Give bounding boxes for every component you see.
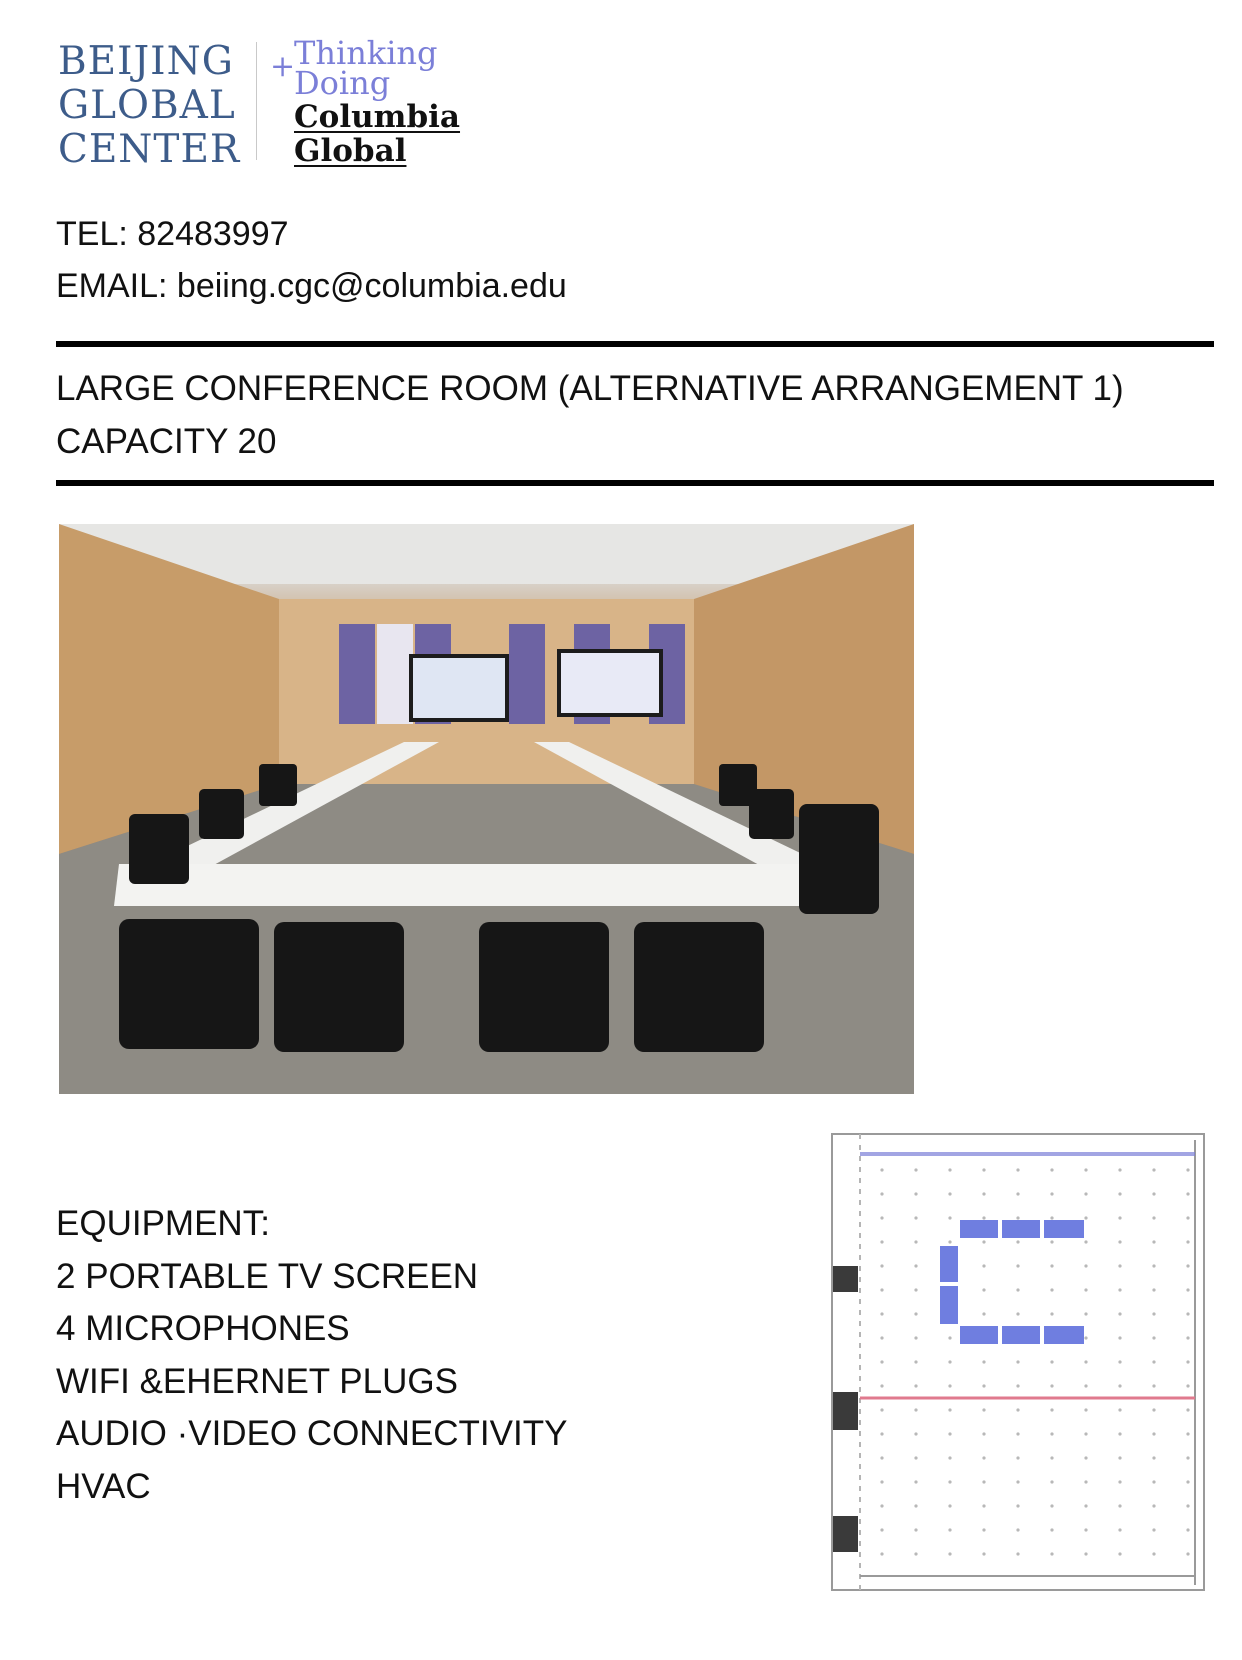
logo-line-1: BEIJING: [58, 39, 234, 84]
logo-global: Global: [294, 133, 407, 169]
equipment-heading: EQUIPMENT:: [56, 1204, 270, 1243]
beijing-global-center-logo: [58, 40, 240, 172]
equipment-item: WIFI &EHERNET PLUGS: [56, 1361, 458, 1401]
room-title: LARGE CONFERENCE ROOM (ALTERNATIVE ARRANGEMENT 1): [56, 369, 1124, 408]
room-capacity: CAPACITY 20: [56, 422, 277, 461]
floor-plan-drawing: [820, 1130, 1216, 1594]
equipment-item: AUDIO ·VIDEO CONNECTIVITY: [56, 1414, 568, 1453]
logo-divider: [256, 42, 257, 160]
equipment-list: [56, 1198, 567, 1513]
conference-room-photo: [59, 524, 914, 1094]
thinking-doing-logo: [294, 34, 438, 102]
equipment-item: 4 MICROPHONES: [56, 1309, 350, 1348]
floor-plan: [820, 1130, 1216, 1594]
room-photo-illustration: [59, 524, 914, 1094]
columbia-global-logo: [294, 100, 460, 168]
logo-doing: Doing: [294, 64, 391, 102]
equipment-item: 2 PORTABLE TV SCREEN: [56, 1256, 479, 1296]
u-shape-tables: [940, 1220, 1084, 1344]
logo-columbia: Columbia: [294, 99, 461, 135]
top-rule: [56, 341, 1214, 347]
contact-info: [56, 208, 567, 312]
email-line: EMAIL: beiing.cgc@columbia.edu: [56, 267, 567, 305]
bottom-rule: [56, 480, 1214, 486]
logo-line-3: CENTER: [58, 127, 241, 172]
equipment-item: HVAC: [56, 1466, 151, 1506]
tel-line: TEL: 82483997: [56, 215, 289, 253]
logo-plus: +: [270, 49, 296, 84]
room-heading: [56, 362, 1124, 468]
logo-thinking: Thinking: [294, 34, 438, 72]
logo-line-2: GLOBAL: [58, 83, 236, 128]
